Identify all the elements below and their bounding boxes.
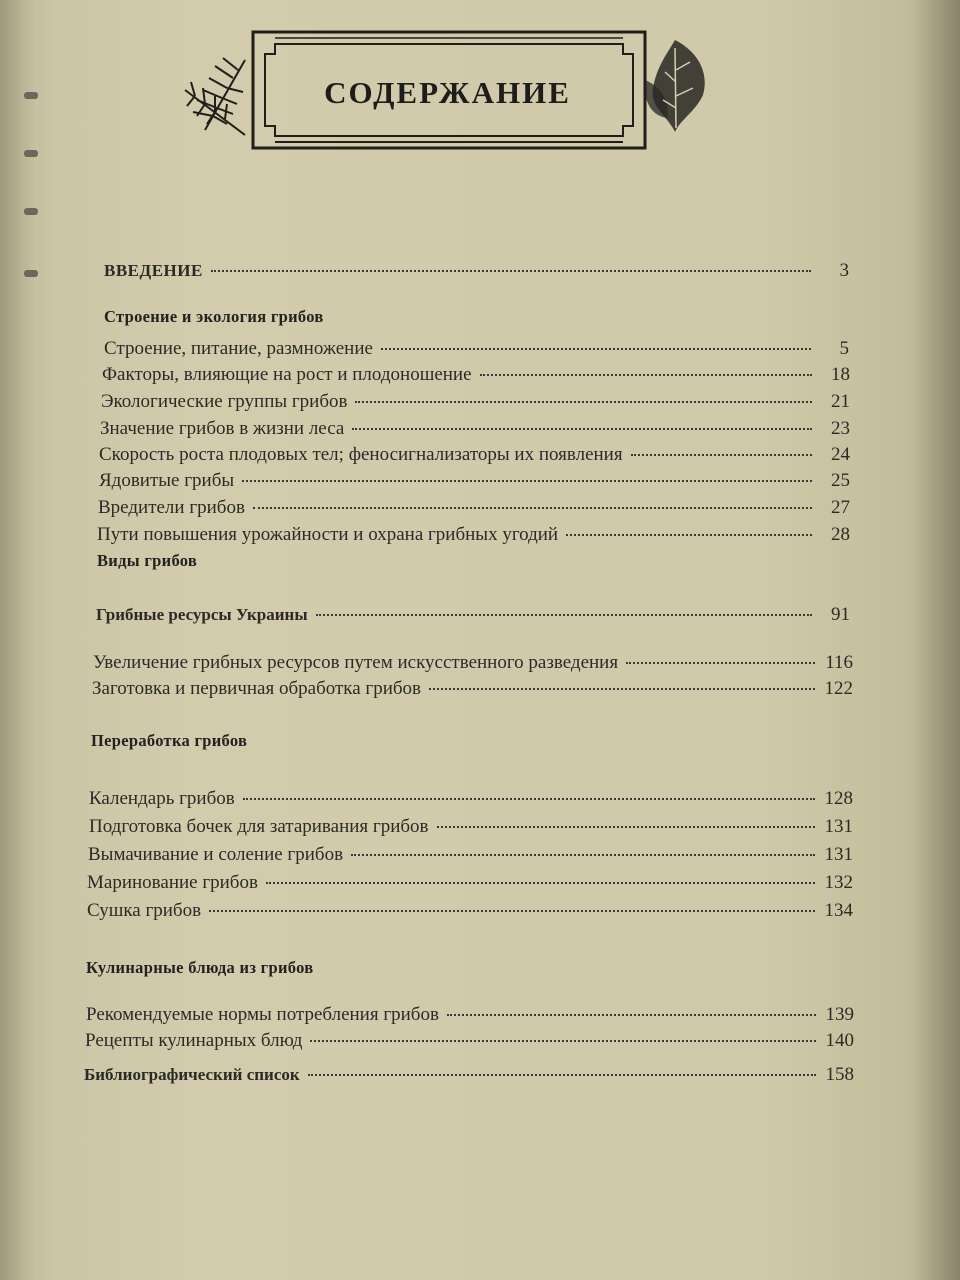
leader-dots: [316, 613, 812, 616]
leader-dots: [626, 661, 815, 664]
toc-item-page: 23: [831, 418, 850, 439]
leader-dots: [253, 506, 812, 509]
toc-row: [101, 391, 850, 413]
section-heading: Виды грибов: [97, 551, 198, 570]
toc-item-label: Факторы, влияющие на рост и плодоношение: [102, 364, 472, 385]
toc-row: [100, 418, 850, 440]
toc-row: [98, 497, 850, 519]
toc-item-page: 134: [824, 900, 853, 921]
toc-item-page: 128: [824, 788, 853, 809]
leader-dots: [308, 1073, 816, 1076]
toc-row: [88, 844, 853, 866]
section-heading: Строение и экология грибов: [104, 307, 324, 326]
toc-item-label: Вредители грибов: [98, 497, 245, 518]
toc-row: [86, 1004, 854, 1026]
leader-dots: [266, 881, 815, 884]
toc-item-page: 18: [831, 364, 850, 385]
leader-dots: [351, 853, 815, 856]
toc-row-bibliography: [84, 1064, 854, 1086]
toc-item-label: Библиографический список: [84, 1065, 300, 1084]
toc-row: [99, 470, 850, 492]
leader-dots: [631, 453, 812, 456]
page-title: СОДЕРЖАНИЕ: [324, 75, 571, 110]
toc-item-page: 122: [824, 678, 853, 699]
toc-item-page: 132: [824, 872, 853, 893]
toc-item-label: Строение, питание, размножение: [104, 338, 373, 359]
toc-item-label: Подготовка бочек для затаривания грибов: [89, 816, 429, 837]
toc-item-page: 139: [825, 1004, 854, 1025]
toc-item-label: Маринование грибов: [87, 872, 258, 893]
toc-item-label: Заготовка и первичная обработка грибов: [92, 678, 422, 699]
leader-dots: [566, 533, 812, 536]
toc-row: [99, 444, 850, 466]
toc-row: [89, 816, 853, 838]
toc-item-label: Пути повышения урожайности и охрана грибных угодий: [97, 524, 559, 545]
leader-dots: [429, 687, 815, 690]
toc-item-page: 25: [831, 470, 850, 491]
leader-dots: [381, 347, 811, 350]
leader-dots: [243, 797, 815, 800]
toc-item-label: Календарь грибов: [89, 788, 235, 809]
toc-row: [102, 364, 850, 386]
toc-row-intro: [104, 260, 849, 282]
toc-item-label: Сушка грибов: [87, 900, 202, 921]
toc-item-page: 131: [824, 844, 853, 865]
toc-item-label: Увеличение грибных ресурсов путем искусственного разведения: [93, 652, 619, 673]
toc-item-page: 28: [831, 524, 850, 545]
toc-item-page: 131: [824, 816, 853, 837]
toc-row: [85, 1030, 854, 1052]
toc-item-label: Рекомендуемые нормы потребления грибов: [86, 1004, 439, 1025]
section-heading: Переработка грибов: [91, 731, 248, 750]
toc-row-resources: [96, 604, 850, 626]
leader-dots: [242, 479, 812, 482]
leader-dots: [480, 373, 812, 376]
toc-item-label: Рецепты кулинарных блюд: [85, 1030, 303, 1051]
toc-item-page: 3: [839, 260, 849, 281]
toc-row: [87, 900, 853, 922]
leader-dots: [447, 1013, 816, 1016]
toc-item-page: 158: [825, 1064, 854, 1085]
toc-row: [87, 872, 853, 894]
toc-item-label: Вымачивание и соление грибов: [88, 844, 344, 865]
section-heading: Кулинарные блюда из грибов: [86, 958, 314, 977]
toc-row: [92, 678, 853, 700]
toc-item-label: Экологические группы грибов: [101, 391, 348, 412]
toc-item-page: 5: [839, 338, 849, 359]
toc-row: [89, 788, 853, 810]
leader-dots: [310, 1039, 816, 1042]
toc-item-page: 140: [825, 1030, 854, 1051]
toc-item-page: 116: [825, 652, 853, 673]
toc-item-label: Грибные ресурсы Украины: [96, 605, 308, 624]
toc-item-page: 91: [831, 604, 850, 625]
toc-row: [93, 652, 853, 674]
leader-dots: [437, 825, 815, 828]
toc-row: [104, 338, 849, 360]
toc-item-label: Ядовитые грибы: [99, 470, 235, 491]
toc-item-label: Скорость роста плодовых тел; феносигнализаторы их появления: [99, 444, 623, 465]
toc-item-page: 27: [831, 497, 850, 518]
toc-item-label: ВВЕДЕНИЕ: [104, 261, 203, 280]
toc-item-page: 21: [831, 391, 850, 412]
leader-dots: [355, 400, 812, 403]
toc-item-page: 24: [831, 444, 850, 465]
toc-item-label: Значение грибов в жизни леса: [100, 418, 345, 439]
toc-row: [97, 524, 850, 546]
leader-dots: [352, 427, 812, 430]
leader-dots: [209, 909, 815, 912]
leader-dots: [211, 269, 811, 272]
